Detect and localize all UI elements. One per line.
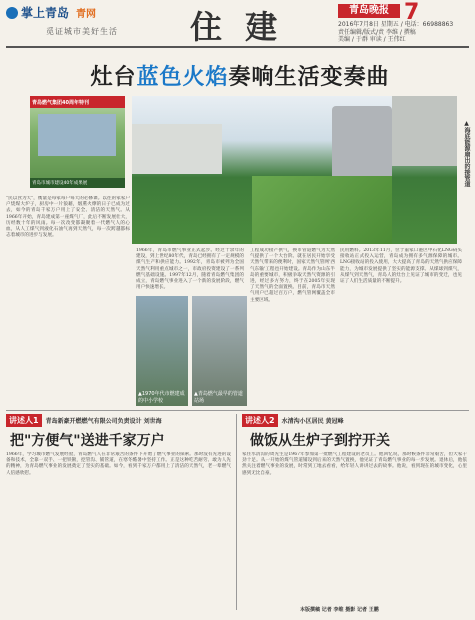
photo-lawn bbox=[252, 176, 392, 244]
slogan: 觅证城市美好生活 bbox=[46, 27, 118, 36]
app-logo-icon bbox=[6, 7, 18, 19]
meta-line: 责任编辑/版式/责 李维 / 撰稿 bbox=[338, 28, 416, 36]
paper-name: 青岛晚报 bbox=[338, 4, 400, 18]
meta-line: 2016年7月8日 星期五 / 电话：66988863 bbox=[338, 21, 454, 28]
footer-credit: 本版撰稿 记者 李维 摄影 记者 王鹏 bbox=[300, 607, 379, 613]
story1-byline: 青岛新豪开燃燃气有限公司负责设计 刘世海 bbox=[45, 418, 162, 425]
story2-byline: 水清沟小区居民 黄冠峰 bbox=[281, 418, 344, 425]
column-divider bbox=[236, 414, 237, 610]
header-rule bbox=[6, 46, 469, 48]
story1-body: 1966年，学习城市燃气发展经验，青岛燃气人在非常艰苦的条件下开始了燃气事业的探索。那时没有先进的设备和技术，全靠一双手、一把铁锹，挖管沟、铺管道，在寒冬酷暑中坚持工作。正是这种吃苦耐劳、敢为人先的精神，为青岛燃气事业的发展奠定了坚实的基础。如今，看到千家万户都用上了清洁的天然气，老一辈燃气人倍感欣慰。 bbox=[6, 452, 231, 476]
main-headline bbox=[60, 60, 420, 91]
masthead-left bbox=[6, 4, 146, 44]
body-col-2: 1966年，青岛市燃气事业正式起步。经过十余年的建设，到上世纪80年代，青岛已经拥有了一定规模的煤气生产和供应能力。1992年，青岛市被列为全国天然气利用重点城市之一，市政府投资建设了一系列燃气基础设施。1997年12月，随着青岛燃气集团的成立，青岛燃气事业进入了一个新的发展阶段，燃气用户快速增长。 bbox=[136, 248, 244, 291]
app-logo bbox=[6, 4, 69, 21]
meta-line: 美编 / 于群 审读 / 王伟红 bbox=[338, 36, 406, 43]
body-col-3: 工程成功接产供气，换市管道燃气为天然气提供了一个大台阶。就在居民开始享受天然气带来的便利时，国家天然气管网'西气东输'工程也开始建设。青岛作为山东半岛的重要城市，积极争取天然气资源的引进，经过多方努力，终于在2005年实现了天然气的全面置换。目前，青岛市天然气用户已超过百万户，燃气管网覆盖全市主要区域。 bbox=[250, 248, 335, 303]
page-meta bbox=[338, 21, 470, 44]
story2-title: 做饭从生炉子到拧开关 bbox=[250, 433, 390, 449]
photo-tank bbox=[332, 106, 392, 186]
headline-highlight: 蓝色火焰 bbox=[136, 65, 229, 90]
story1-header bbox=[6, 414, 162, 427]
photo-banner: 青岛市城市建设40年成果展 bbox=[30, 178, 125, 188]
photo-caption-2: ▲青岛燃气最早的管道站场 bbox=[194, 391, 243, 404]
photo-building bbox=[38, 114, 116, 156]
section-divider bbox=[6, 410, 469, 411]
small-photo-2 bbox=[192, 296, 247, 406]
body-col-4: 民用燃料。2013年11月，位于董家口港区中石化LNG码头接收站正式投入运营，青岛成为拥有多气源保障的城市。LNG接收站的投入使用，大大提高了青岛的天然气供应保障能力，为城市发展提供了坚实的能源支撑。从煤球到煤气，从煤气到天然气，青岛人的灶台上见证了城市的变迁，也见证了人们生活质量的不断提升。 bbox=[340, 248, 462, 285]
page-number: 7 bbox=[404, 0, 420, 25]
story1-title: 把"方便气"送进千家万户 bbox=[10, 433, 165, 449]
story2-header bbox=[242, 414, 344, 427]
story1-badge: 讲述人1 bbox=[6, 414, 42, 427]
story2-badge: 讲述人2 bbox=[242, 414, 278, 427]
story2-body: 家住水清沟的周先生是1967年参加第一批燃气工程建设的老员工。他回忆说，那时候条件非常艰苦，但大家干劲十足。从一开始的煤气管道铺设到后来的天然气置换，他见证了青岛燃气事业的每一步发展。退休后，他依然关注着燃气事业的发展，时常到工地去看看，给年轻人讲讲过去的故事。他说，看到现在的城市变化，心里感到无比自豪。 bbox=[242, 452, 467, 476]
side-caption: ▲海底能源扇出的接管道 bbox=[463, 120, 470, 187]
headline-part2: 奏响生活变奏曲 bbox=[228, 65, 390, 90]
top-photo bbox=[30, 96, 125, 188]
main-photo bbox=[132, 96, 457, 244]
photo-caption-top: 青岛燃气集团40周年特刊 bbox=[30, 96, 125, 108]
section-title: 住 建 bbox=[190, 8, 284, 46]
headline-part1: 灶台 bbox=[90, 65, 137, 90]
photo-structure bbox=[392, 96, 457, 166]
secondary-logo: 青网 bbox=[76, 9, 96, 20]
photo-house bbox=[132, 124, 222, 174]
body-col-1: "民以食为天"，衡量是每家每户每天的必修课。以往的家家户户烧煤大炉子，厨房中一片狼藉，烟熏火燎的日子已成为过去，如今的青岛千家万户用上了安全、清洁的天然气。从1966年开始，青岛建成第一座煤气厂，此后不断发展壮大，历经数十年的风雨。每一次改变都凝聚着一代燃气人的心血，从人工煤气到液化石油气再到天然气，每一次跨越都标志着城市的进步与发展。 bbox=[6, 196, 130, 239]
photo-caption-1: ▲1970年代市燃建成的中小学校 bbox=[138, 391, 185, 404]
app-logo-text: 掌上青岛 bbox=[21, 6, 70, 20]
small-photo-1 bbox=[136, 296, 188, 406]
